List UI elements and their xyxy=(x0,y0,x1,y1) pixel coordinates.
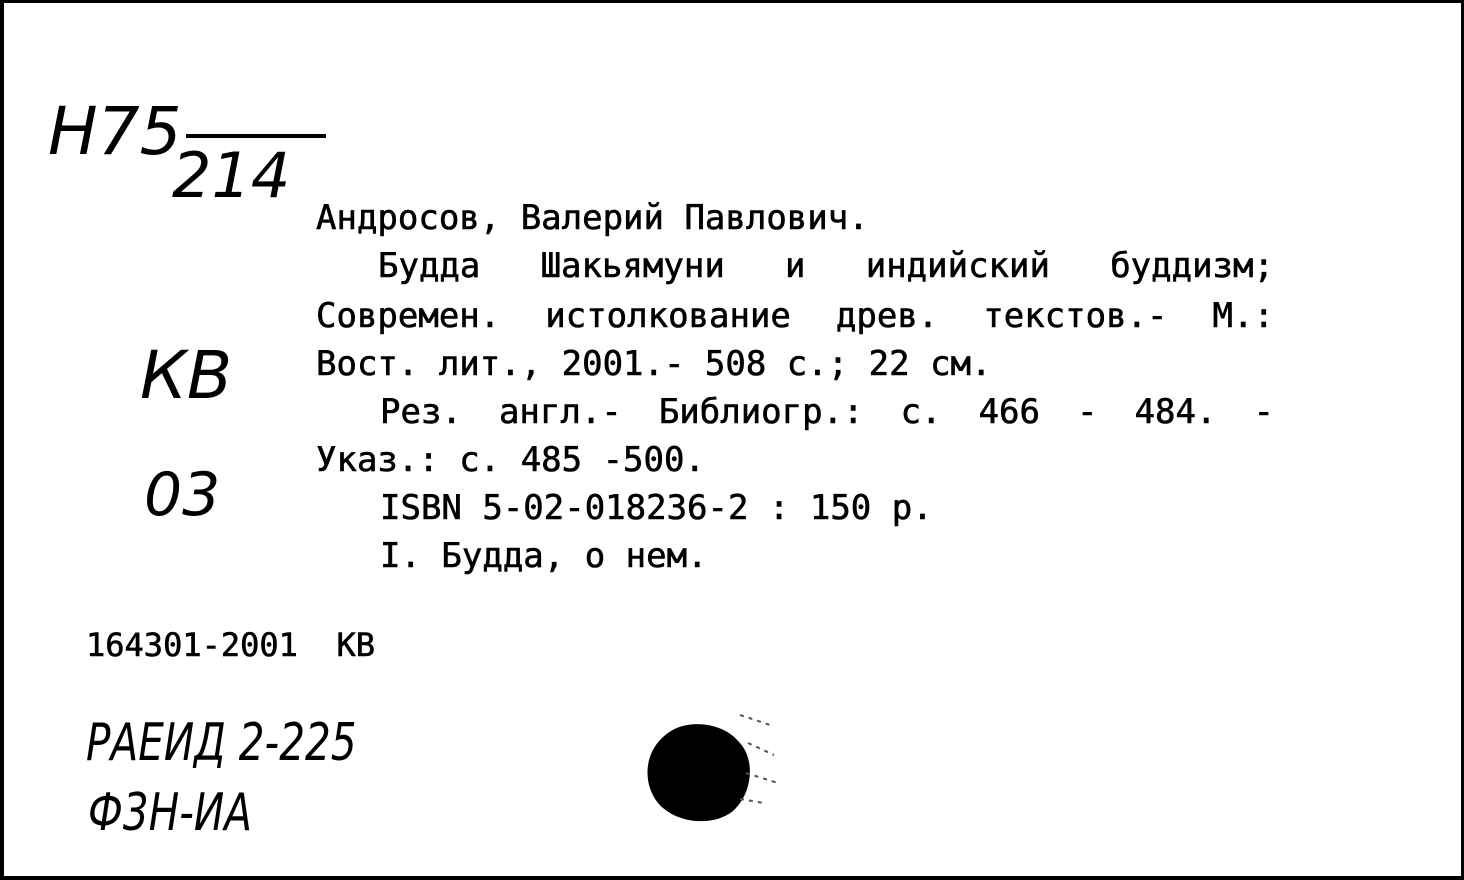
notes-word: 466 xyxy=(978,392,1040,432)
title-word: Будда xyxy=(378,246,481,286)
imprint-line: Вост. лит., 2001.- 508 с.; 22 см. xyxy=(316,344,992,384)
title-word: индийский xyxy=(865,246,1050,286)
notes-word: Рез. xyxy=(380,392,462,432)
title-word: буддизм; xyxy=(1110,246,1274,286)
title-word: М.: xyxy=(1212,296,1274,336)
notes-line-2: Указ.: с. 485 -500. xyxy=(316,440,705,480)
shelfmark-bottom: 214 xyxy=(172,139,291,212)
notes-word: - xyxy=(1253,392,1274,432)
title-word: и xyxy=(785,246,806,286)
title-line-2 xyxy=(316,296,1274,336)
punch-hole xyxy=(628,703,788,833)
collection-number: 03 xyxy=(144,460,221,530)
title-word: Шакьямуни xyxy=(540,246,725,286)
title-word: истолкование xyxy=(545,296,791,336)
notes-word: с. xyxy=(900,392,942,432)
stamp-line-1: РАЕИД 2-225 xyxy=(86,713,357,773)
notes-line-1 xyxy=(316,392,1274,432)
isbn-line: ISBN 5-02-018236-2 : 150 р. xyxy=(380,488,933,528)
title-word: Современ. xyxy=(316,296,501,336)
shelfmark-top: Н75 xyxy=(48,93,182,170)
title-word: текстов.- xyxy=(983,296,1168,336)
notes-word: Библиогр.: xyxy=(658,392,864,432)
title-word: древ. xyxy=(835,296,939,336)
notes-word: - xyxy=(1077,392,1098,432)
shelfmark-fraction-line xyxy=(186,134,326,138)
collection-code: КВ xyxy=(140,337,233,414)
subject-line: I. Будда, о нем. xyxy=(380,536,708,576)
notes-word: 484. xyxy=(1134,392,1217,432)
author-heading: Андросов, Валерий Павлович. xyxy=(316,198,869,238)
accession-number: 164301-2001 КВ xyxy=(86,626,375,664)
notes-word: англ.- xyxy=(498,392,622,432)
title-line-1 xyxy=(316,246,1274,286)
stamp-line-2: Ф3Н-ИА xyxy=(88,783,252,843)
